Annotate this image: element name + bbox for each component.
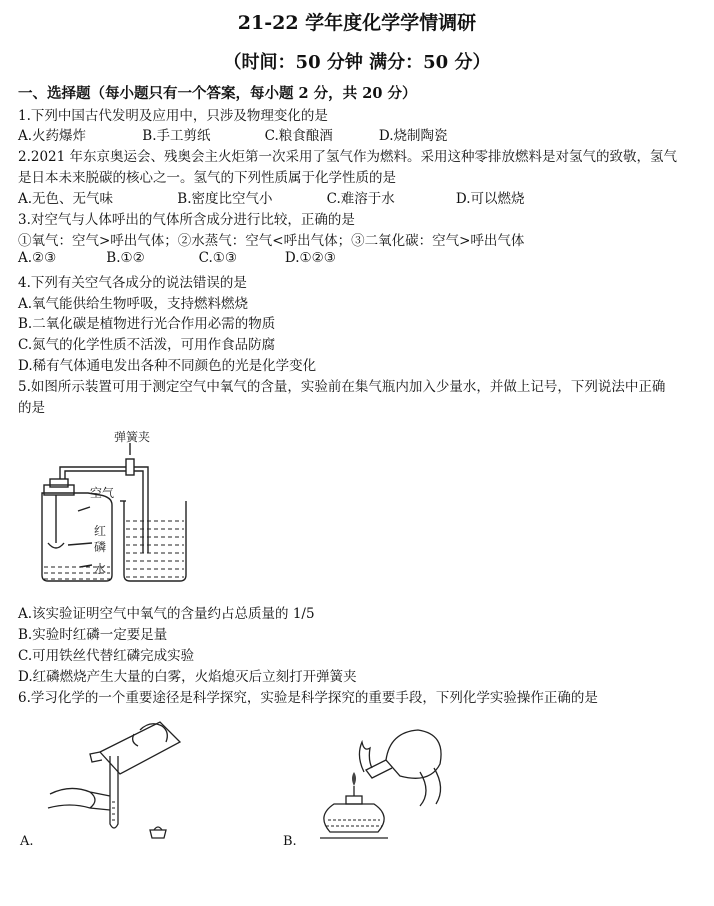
question-1-stem: 1.下列中国古代发明及应用中，只涉及物理变化的是 [18, 108, 328, 124]
question-3-stem-line2: ①氧气：空气>呼出气体；②水蒸气：空气<呼出气体；③二氧化碳：空气>呼出气体 [18, 233, 525, 249]
question-6-stem: 6.学习化学的一个重要途径是科学探究，实验是科学探究的重要手段，下列化学实验操作正确的是 [18, 690, 598, 706]
alcohol-lamp-illustration [300, 712, 460, 847]
option-d: D.烧制陶瓷 [378, 128, 448, 144]
question-6-option-a-label: A. [20, 834, 34, 849]
option-c: C.粮食酿酒 [264, 128, 333, 144]
option-c: C.①③ [198, 250, 237, 266]
option-b: B.密度比空气小 [177, 191, 273, 207]
water-label: 水 [94, 562, 107, 576]
exam-time-score: （时间：50 分钟 满分：50 分） [223, 52, 491, 73]
question-2-options [18, 187, 698, 207]
question-3-options [18, 250, 698, 266]
option-a: A.②③ [18, 250, 57, 266]
clamp-label: 弹簧夹 [114, 430, 151, 444]
question-4-option-d: D.稀有气体通电发出各种不同颜色的光是化学变化 [18, 358, 317, 374]
option-d: D.①②③ [284, 250, 336, 266]
option-d: D.可以燃烧 [455, 191, 525, 207]
section-heading: 一、选择题（每小题只有一个答案，每小题 2 分，共 20 分） [18, 85, 417, 102]
option-c: C.难溶于水 [326, 191, 395, 207]
question-4-option-c: C.氮气的化学性质不活泼，可用作食品防腐 [18, 337, 276, 353]
question-5-option-c: C.可用铁丝代替红磷完成实验 [18, 648, 195, 664]
question-5-option-a: A.该实验证明空气中氧气的含量约占总质量的 1/5 [18, 606, 315, 622]
phosphorus-label-2: 磷 [94, 540, 107, 554]
question-5-stem-line1: 5.如图所示装置可用于测定空气中氧气的含量，实验前在集气瓶内加入少量水，并做上记号，下列说法中正确 [18, 379, 666, 395]
option-b: B.手工剪纸 [142, 128, 211, 144]
option-a: A.火药爆炸 [18, 128, 87, 144]
question-2-stem-line2: 是日本未来脱碳的核心之一。氢气的下列性质属于化学性质的是 [18, 170, 396, 186]
option-a: A.无色、无气味 [18, 191, 114, 207]
question-5-stem-line2: 的是 [18, 400, 45, 416]
question-1-options [18, 124, 698, 144]
question-2-stem-line1: 2.2021 年东京奥运会、残奥会主火炬第一次采用了氢气作为燃料。采用这种零排放燃料是对氢气的致敬，氢气 [18, 149, 678, 165]
question-4-option-a: A.氧气能供给生物呼吸，支持燃料燃烧 [18, 296, 249, 312]
phosphorus-label-1: 红 [94, 524, 107, 538]
question-5-option-b: B.实验时红磷一定要足量 [18, 627, 168, 643]
pouring-liquid-illustration [30, 712, 220, 842]
question-4-stem: 4.下列有关空气各成分的说法错误的是 [18, 275, 247, 291]
question-3-stem-line1: 3.对空气与人体呼出的气体所含成分进行比较，正确的是 [18, 212, 355, 228]
oxygen-measurement-apparatus [20, 425, 200, 590]
question-6-option-b-label: B. [283, 834, 297, 849]
question-4-option-b: B.二氧化碳是植物进行光合作用必需的物质 [18, 316, 276, 332]
question-5-option-d: D.红磷燃烧产生大量的白雾，火焰熄灭后立刻打开弹簧夹 [18, 669, 357, 685]
option-b: B.①② [106, 250, 145, 266]
air-label: 空气 [90, 486, 115, 500]
page-title: 21-22 学年度化学学情调研 [237, 12, 477, 34]
